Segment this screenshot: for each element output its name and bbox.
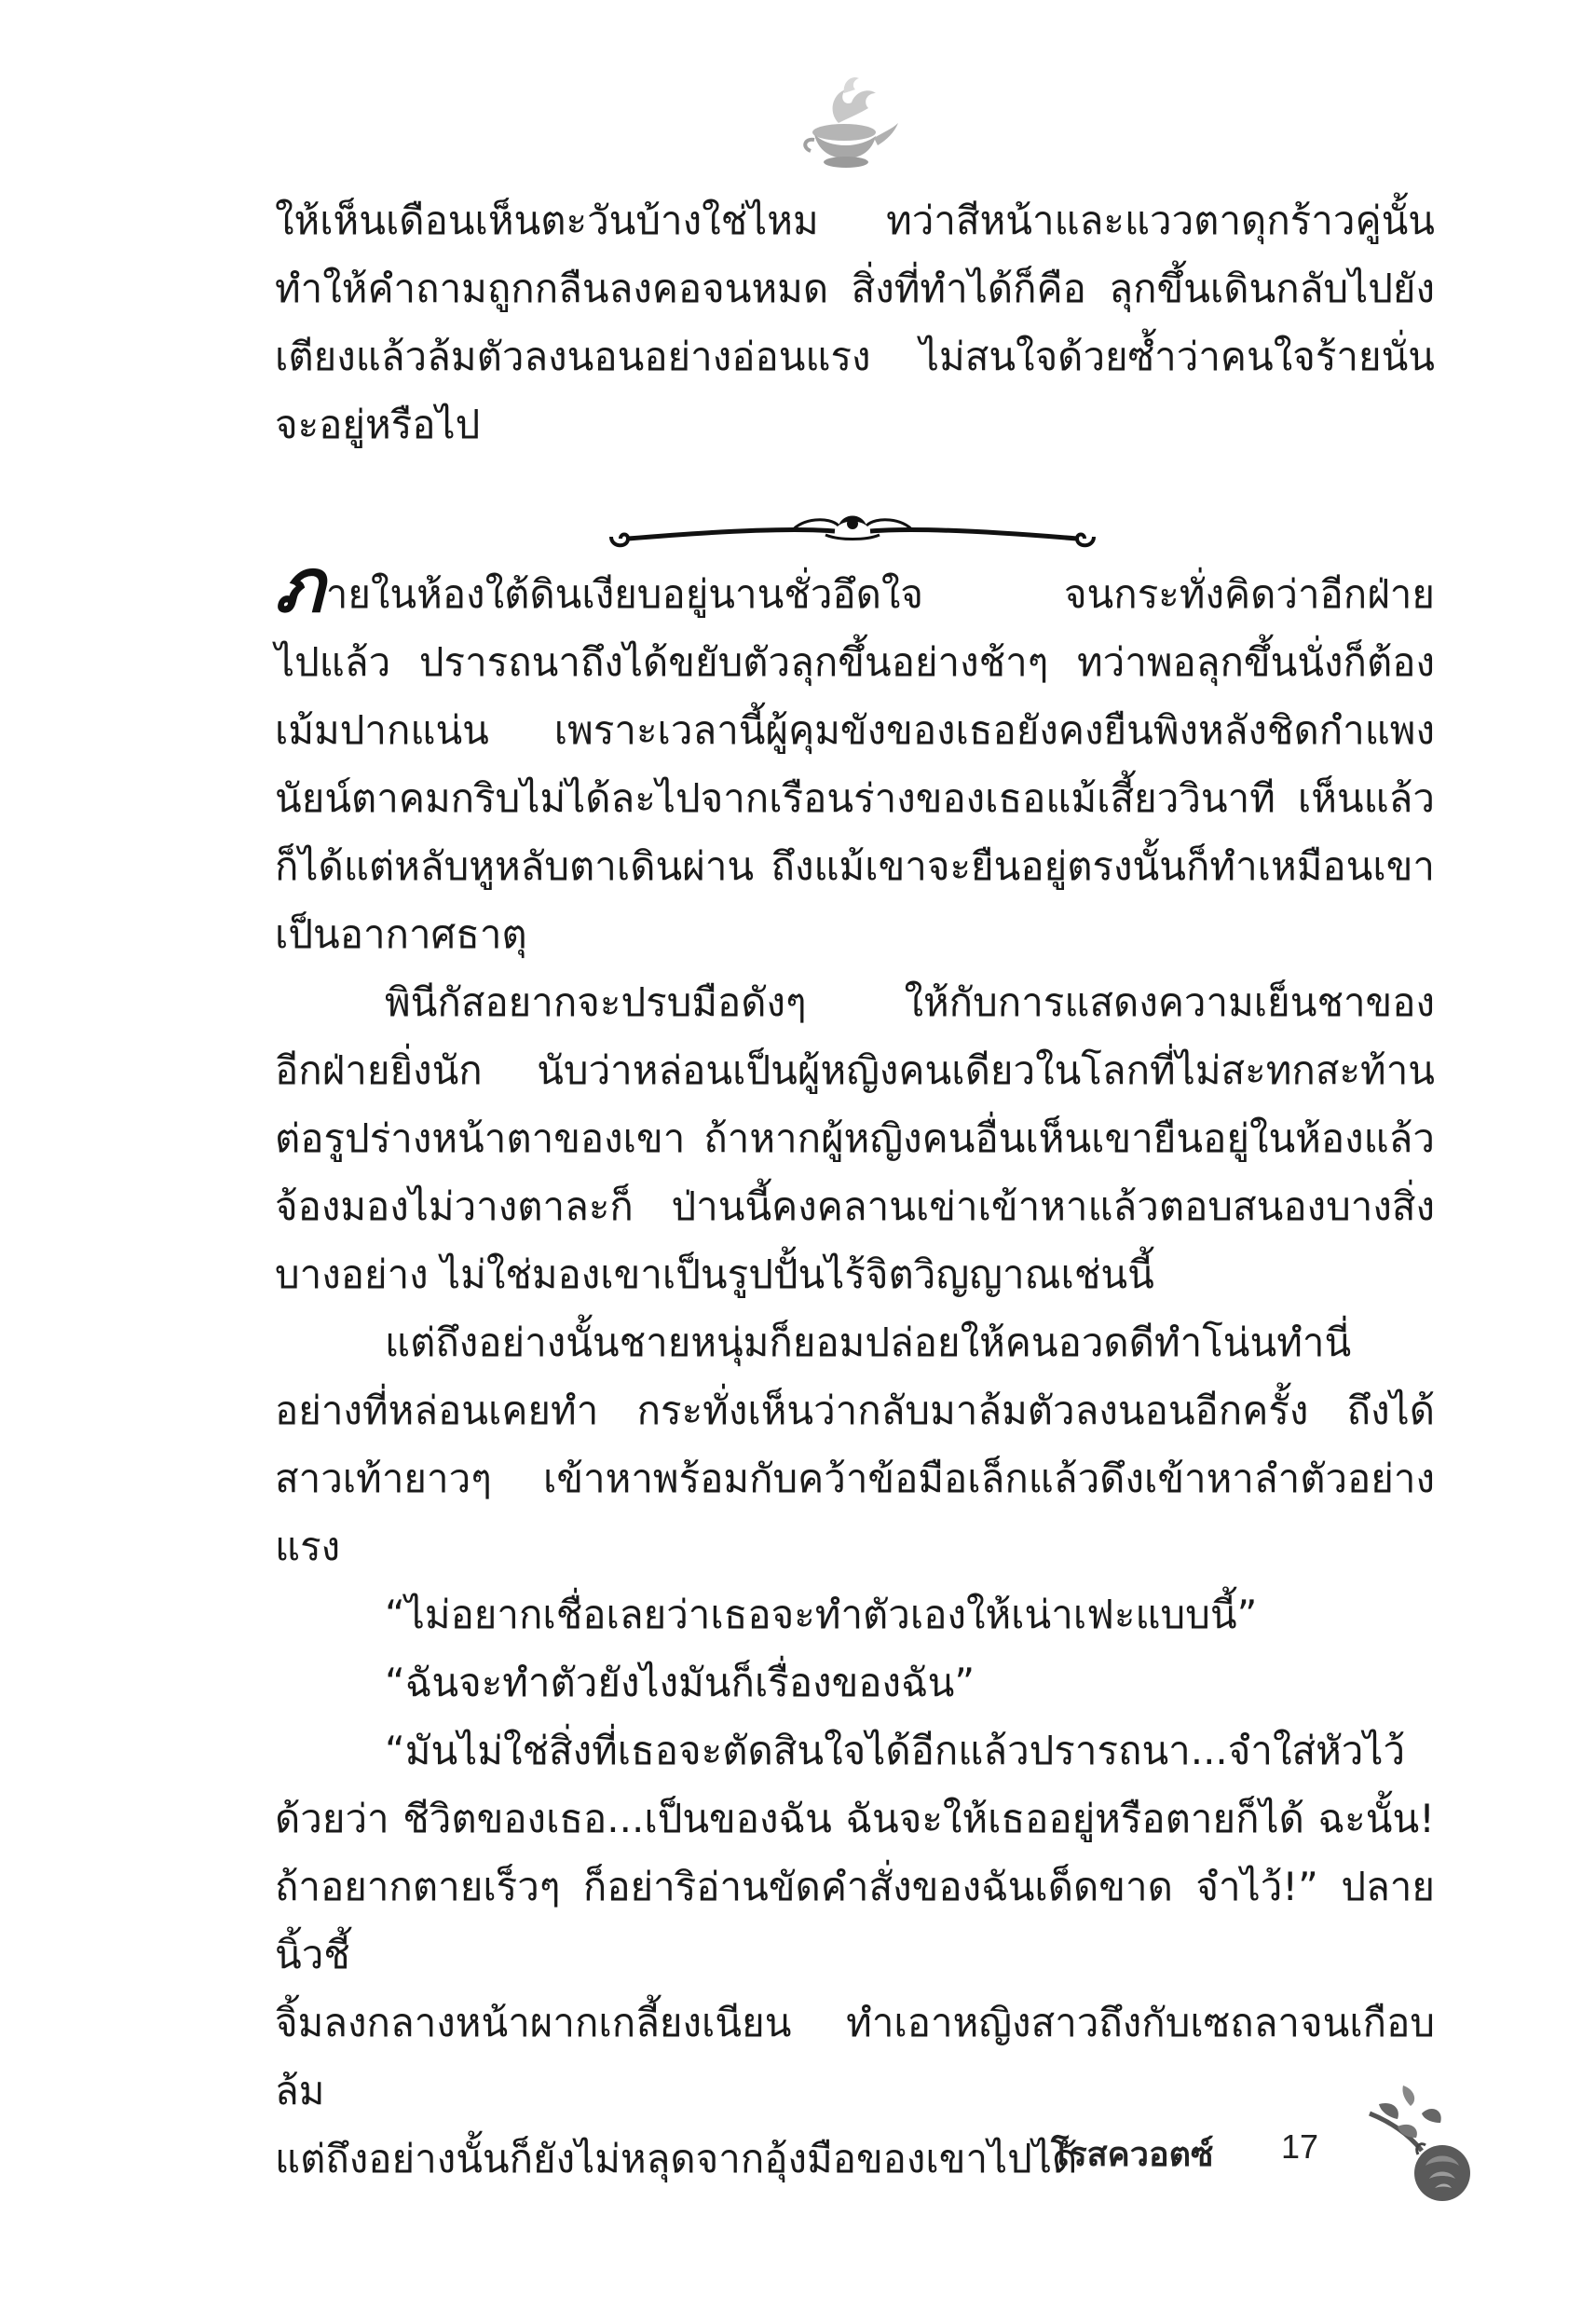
text-line: จะอยู่หรือไป	[275, 402, 481, 447]
text-line: เม้มปากแน่น เพราะเวลานี้ผู้คุมขังของเธอยังคงยืนพิงหลังชิดกำแพง	[275, 707, 1435, 753]
dialogue-line: “ไม่อยากเชื่อเลยว่าเธอจะทำตัวเองให้เน่าเฟะแบบนี้”	[385, 1592, 1258, 1637]
section-one	[275, 541, 1435, 2193]
text-line: สาวเท้ายาวๆ เข้าหาพร้อมกับคว้าข้อมือเล็กแล้วดึงเข้าหาลำตัวอย่างแรง	[275, 1456, 1435, 1569]
text-line: ด้วยว่า ชีวิตของเธอ...เป็นของฉัน ฉันจะให้เธออยู่หรือตายก็ได้ ฉะนั้น!	[275, 1796, 1435, 1841]
text-line: บางอย่าง ไม่ใช่มองเขาเป็นรูปปั้นไร้จิตวิญญาณเช่นนี้	[275, 1251, 1154, 1297]
top-paragraph	[275, 186, 1435, 458]
text-line: เป็นอากาศธาตุ	[275, 911, 527, 957]
rose-icon	[1360, 2076, 1491, 2216]
drop-cap: ภ	[275, 541, 324, 629]
text-line: ถ้าอยากตายเร็วๆ ก็อย่าริอ่านขัดคำสั่งของฉันเด็ดขาด จำไว้!” ปลายนิ้วชี้	[275, 1864, 1435, 1977]
text-line: ไปแล้ว ปรารถนาถึงได้ขยับตัวลุกขึ้นอย่างช้าๆ ทว่าพอลุกขึ้นนั่งก็ต้อง	[275, 639, 1435, 685]
text-line: อีกฝ่ายยิ่งนัก นับว่าหล่อนเป็นผู้หญิงคนเดียวในโลกที่ไม่สะทกสะท้าน	[275, 1047, 1435, 1093]
text-line: นัยน์ตาคมกริบไม่ได้ละไปจากเรือนร่างของเธอแม้เสี้ยววินาที เห็นแล้ว	[275, 775, 1435, 821]
text-line: จ้องมองไม่วางตาละก็ ป่านนี้คงคลานเข่าเข้าหาแล้วตอบสนองบางสิ่ง	[275, 1183, 1435, 1229]
text-line: แต่ถึงอย่างนั้นก็ยังไม่หลุดจากอุ้งมือของเขาไปได้	[275, 2136, 1078, 2181]
text-line: แต่ถึงอย่างนั้นชายหนุ่มก็ยอมปล่อยให้คนอวดดีทำโน่นทำนี่	[385, 1320, 1352, 1365]
text-line: ายในห้องใต้ดินเงียบอยู่นานชั่วอึดใจ จนกระทั่งคิดว่าอีกฝ่าย	[325, 571, 1435, 617]
text-line: จิ้มลงกลางหน้าผากเกลี้ยงเนียน ทำเอาหญิงสาวถึงกับเซถลาจนเกือบล้ม	[275, 2000, 1435, 2113]
dialogue-line: “ฉันจะทำตัวยังไงมันก็เรื่องของฉัน”	[385, 1660, 975, 1705]
text-line: เตียงแล้วล้มตัวลงนอนอย่างอ่อนแรง ไม่สนใจด้วยซ้ำว่าคนใจร้ายนั่น	[275, 334, 1435, 379]
text-line: ให้เห็นเดือนเห็นตะวันบ้างใช่ไหม ทว่าสีหน้าและแววตาดุกร้าวคู่นั้น	[275, 198, 1435, 243]
text-line: พินีกัสอยากจะปรบมือดังๆ ให้กับการแสดงความเย็นชาของ	[385, 979, 1435, 1025]
magic-lamp-icon	[790, 65, 902, 177]
text-line: อย่างที่หล่อนเคยทำ กระทั่งเห็นว่ากลับมาล้มตัวลงนอนอีกครั้ง ถึงได้	[275, 1388, 1435, 1433]
text-line: “มันไม่ใช่สิ่งที่เธอจะตัดสินใจได้อีกแล้วปรารถนา...จำใส่หัวไว้	[385, 1728, 1406, 1773]
page-number: 17	[1281, 2127, 1319, 2166]
text-line: ทำให้คำถามถูกกลืนลงคอจนหมด สิ่งที่ทำได้ก็คือ ลุกขึ้นเดินกลับไปยัง	[275, 266, 1435, 311]
paragraph-line	[275, 541, 1435, 629]
book-title: โรสควอตซ์	[1051, 2135, 1214, 2173]
text-line: ก็ได้แต่หลับหูหลับตาเดินผ่าน ถึงแม้เขาจะยืนอยู่ตรงนั้นก็ทำเหมือนเขา	[275, 843, 1435, 889]
text-line: ต่อรูปร่างหน้าตาของเขา ถ้าหากผู้หญิงคนอื่นเห็นเขายืนอยู่ในห้องแล้ว	[275, 1115, 1435, 1161]
